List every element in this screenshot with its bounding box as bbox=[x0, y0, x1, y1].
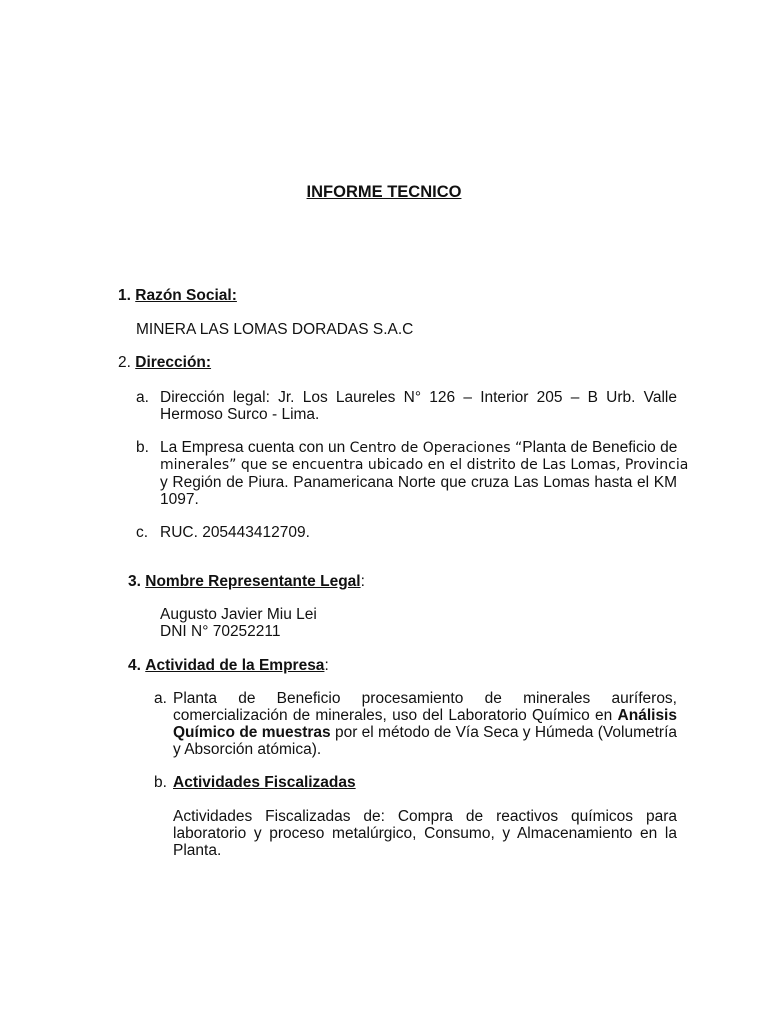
audited-activities-text: Actividades Fiscalizadas de: Compra de reactivos químicos para laboratorio y proceso metalúrgico, Consumo, y Almacenamiento en la Planta. bbox=[173, 808, 677, 859]
subsection-title: Actividades Fiscalizadas bbox=[173, 774, 356, 791]
list-letter: a. bbox=[136, 389, 149, 406]
section-title: Razón Social: bbox=[135, 287, 237, 304]
text-line: y Región de Piura. Panamericana Norte que cruza Las Lomas hasta el KM 1097. bbox=[160, 474, 677, 508]
document-title: INFORME TECNICO bbox=[306, 183, 462, 201]
list-letter: c. bbox=[136, 524, 149, 541]
section-2-heading bbox=[118, 354, 211, 371]
text-run-bold: Análisis Químico de muestras bbox=[173, 707, 677, 741]
list-letter: b. bbox=[154, 774, 167, 791]
text-run: por el método de Vía Seca y Húmeda (Volumetría y Absorción atómica). bbox=[173, 724, 677, 758]
section-3-heading bbox=[128, 573, 365, 590]
section-number: 1. bbox=[118, 287, 131, 304]
text-line: minerales” que se encuentra ubicado en el distrito de Las Lomas, Provincia bbox=[160, 457, 689, 473]
section-title: Dirección: bbox=[135, 354, 212, 371]
operations-center-text bbox=[160, 439, 689, 508]
section-1-heading bbox=[118, 287, 237, 304]
section-colon: : bbox=[324, 657, 329, 674]
legal-address: Dirección legal: Jr. Los Laureles N° 126 – Interior 205 – B Urb. Valle Hermoso Surco - Lima. bbox=[160, 389, 677, 423]
representative-name: Augusto Javier Miu Lei bbox=[160, 606, 317, 623]
activity-description bbox=[173, 690, 677, 758]
ruc-number: RUC. 205443412709. bbox=[160, 524, 310, 541]
list-letter: a. bbox=[154, 690, 167, 707]
list-letter: b. bbox=[136, 439, 149, 456]
representative-dni: DNI N° 70252211 bbox=[160, 623, 281, 640]
section-number: 2. bbox=[118, 354, 131, 371]
section-number: 4. bbox=[128, 657, 141, 674]
text-run: Planta de Beneficio de bbox=[522, 439, 678, 456]
text-run: Planta de Beneficio procesamiento de minerales auríferos, comercialización de minerales, uso del Laboratorio Químico en bbox=[173, 690, 677, 724]
text-run: Centro de Operaciones “ bbox=[349, 440, 523, 456]
section-title: Nombre Representante Legal bbox=[145, 573, 361, 590]
section-title: Actividad de la Empresa bbox=[145, 657, 325, 674]
text-run: La Empresa cuenta con un bbox=[160, 439, 350, 456]
section-4-heading bbox=[128, 657, 329, 674]
section-colon: : bbox=[360, 573, 365, 590]
section-number: 3. bbox=[128, 573, 141, 590]
company-name: MINERA LAS LOMAS DORADAS S.A.C bbox=[136, 321, 414, 338]
